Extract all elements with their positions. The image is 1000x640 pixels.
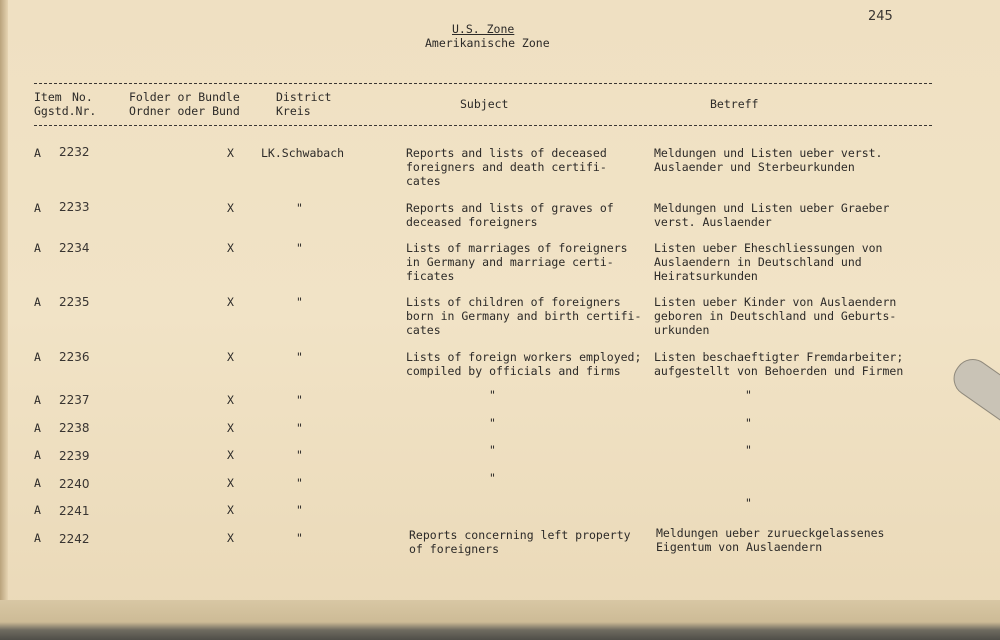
row-district: " <box>296 295 303 309</box>
row-number: 2233 <box>59 200 90 214</box>
row-item: A <box>34 421 41 435</box>
row-betreff: " <box>745 496 752 510</box>
row-folder: X <box>227 448 234 462</box>
row-folder: X <box>227 531 234 545</box>
row-district: " <box>296 503 303 517</box>
col-header-item-de: Ggstd.Nr. <box>34 104 97 118</box>
row-subject: Lists of foreign workers employed; compiled by officials and firms <box>406 350 642 378</box>
row-district: LK.Schwabach <box>261 146 345 160</box>
row-district: " <box>296 393 303 407</box>
row-folder: X <box>227 421 234 435</box>
row-district: " <box>296 448 303 462</box>
col-header-subject: Subject <box>460 97 509 111</box>
page-number: 245 <box>868 9 893 24</box>
row-district: " <box>296 350 303 364</box>
row-district: " <box>296 531 303 545</box>
row-subject: Reports and lists of deceased foreigners and death certifi- cates <box>406 146 607 188</box>
row-folder: X <box>227 476 234 490</box>
row-item: A <box>34 476 41 490</box>
row-folder: X <box>227 350 234 364</box>
col-header-folder: Folder or Bundle <box>129 90 240 104</box>
row-betreff: " <box>745 416 752 430</box>
row-betreff: Meldungen und Listen ueber Graeber verst. Auslaender <box>654 201 890 229</box>
page-title: U.S. Zone <box>452 22 515 36</box>
row-subject: Lists of children of foreigners born in Germany and birth certifi- cates <box>406 295 642 337</box>
row-district: " <box>296 201 303 215</box>
row-item: A <box>34 201 41 215</box>
row-subject: " <box>489 471 496 485</box>
row-number: 2238 <box>59 421 90 435</box>
col-header-betreff: Betreff <box>710 97 759 111</box>
row-folder: X <box>227 201 234 215</box>
row-folder: X <box>227 146 234 160</box>
row-subject: " <box>489 388 496 402</box>
row-betreff: Listen ueber Kinder von Auslaendern geboren in Deutschland und Geburts- urkunden <box>654 295 897 337</box>
row-betreff: Listen beschaeftigter Fremdarbeiter; aufgestellt von Behoerden und Firmen <box>654 350 904 378</box>
row-betreff: Meldungen ueber zurueckgelassenes Eigentum von Auslaendern <box>656 526 885 554</box>
row-number: 2237 <box>59 393 90 407</box>
row-number: 2242 <box>59 532 90 546</box>
row-number: 2240 <box>59 477 90 491</box>
col-header-no: No. <box>72 90 93 104</box>
row-subject: Reports and lists of graves of deceased foreigners <box>406 201 614 229</box>
row-subject: " <box>489 443 496 457</box>
row-betreff: " <box>745 388 752 402</box>
row-folder: X <box>227 295 234 309</box>
header-top-rule <box>34 83 932 84</box>
row-folder: X <box>227 241 234 255</box>
row-district: " <box>296 241 303 255</box>
row-betreff: " <box>745 443 752 457</box>
col-header-item: Item <box>34 90 62 104</box>
row-item: A <box>34 350 41 364</box>
page-binding-edge <box>0 0 8 628</box>
row-item: A <box>34 241 41 255</box>
page-tab-marker <box>947 352 1000 430</box>
col-header-district: District <box>276 90 332 104</box>
row-item: A <box>34 146 41 160</box>
header-bottom-rule <box>34 125 932 126</box>
page-bottom-edge <box>0 600 1000 640</box>
row-subject: Lists of marriages of foreigners in Germany and marriage certi- ficates <box>406 241 628 283</box>
row-item: A <box>34 503 41 517</box>
row-item: A <box>34 295 41 309</box>
row-betreff: Meldungen und Listen ueber verst. Auslaender und Sterbeurkunden <box>654 146 883 174</box>
row-item: A <box>34 393 41 407</box>
row-district: " <box>296 476 303 490</box>
row-subject: Reports concerning left property of foreigners <box>409 528 631 556</box>
row-betreff: Listen ueber Eheschliessungen von Auslaendern in Deutschland und Heiratsurkunden <box>654 241 883 283</box>
row-item: A <box>34 531 41 545</box>
page-subtitle: Amerikanische Zone <box>425 36 550 50</box>
col-header-folder-de: Ordner oder Bund <box>129 104 240 118</box>
row-district: " <box>296 421 303 435</box>
row-number: 2234 <box>59 241 90 255</box>
row-number: 2232 <box>59 145 90 159</box>
row-subject: " <box>489 416 496 430</box>
row-folder: X <box>227 503 234 517</box>
col-header-district-de: Kreis <box>276 104 311 118</box>
row-number: 2235 <box>59 295 90 309</box>
row-folder: X <box>227 393 234 407</box>
row-number: 2239 <box>59 449 90 463</box>
row-number: 2236 <box>59 350 90 364</box>
row-number: 2241 <box>59 504 90 518</box>
row-item: A <box>34 448 41 462</box>
